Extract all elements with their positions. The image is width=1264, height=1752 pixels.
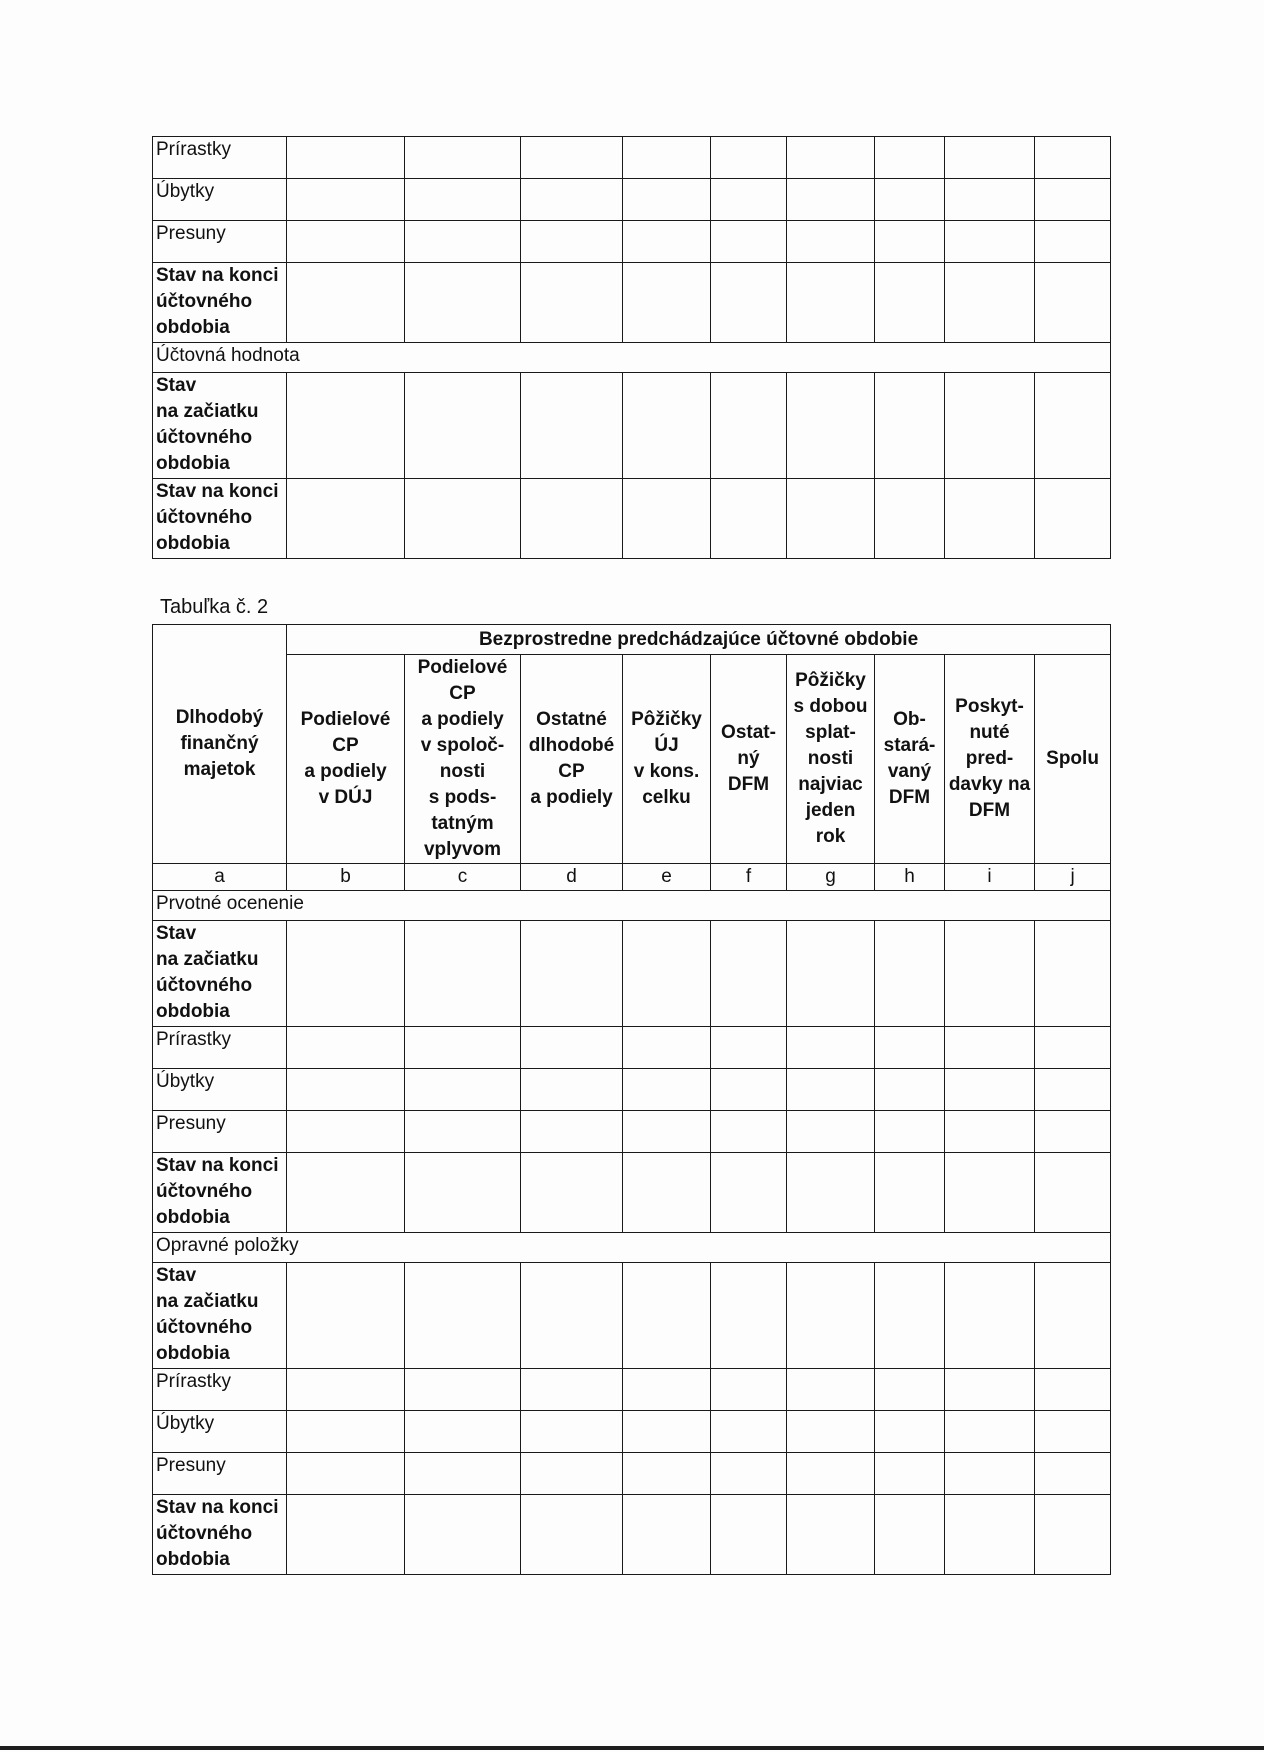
- empty-cell: [405, 179, 521, 221]
- row-label: Stav na začiatku účtovného obdobia: [153, 1263, 287, 1369]
- empty-cell: [787, 1453, 875, 1495]
- empty-cell: [287, 1263, 405, 1369]
- empty-cell: [1035, 221, 1111, 263]
- empty-cell: [287, 1411, 405, 1453]
- table-2: [152, 624, 1111, 1575]
- empty-cell: [521, 1369, 623, 1411]
- column-header: Ostat- ný DFM: [711, 655, 787, 864]
- empty-cell: [287, 1369, 405, 1411]
- empty-cell: [875, 1069, 945, 1111]
- empty-cell: [945, 221, 1035, 263]
- column-header-dfm: Dlhodobý finančný majetok: [153, 625, 287, 864]
- empty-cell: [787, 921, 875, 1027]
- column-letter: i: [945, 864, 1035, 891]
- empty-cell: [711, 263, 787, 343]
- empty-cell: [623, 1411, 711, 1453]
- main-header: Bezprostredne predchádzajúce účtovné obdobie: [287, 625, 1111, 655]
- empty-cell: [521, 179, 623, 221]
- empty-cell: [1035, 1495, 1111, 1575]
- empty-cell: [623, 221, 711, 263]
- empty-cell: [875, 1027, 945, 1069]
- row-label: Úbytky: [153, 179, 287, 221]
- empty-cell: [521, 1111, 623, 1153]
- empty-cell: [1035, 179, 1111, 221]
- empty-cell: [787, 1495, 875, 1575]
- empty-cell: [623, 921, 711, 1027]
- empty-cell: [787, 1027, 875, 1069]
- section-label: Opravné položky: [153, 1233, 1111, 1263]
- column-letter: b: [287, 864, 405, 891]
- column-header: Pôžičky s dobou splat- nosti najviac jeden rok: [787, 655, 875, 864]
- row-label: Prírastky: [153, 137, 287, 179]
- empty-cell: [875, 1263, 945, 1369]
- table-row: [153, 221, 1111, 263]
- empty-cell: [875, 1369, 945, 1411]
- column-header: Podielové CP a podiely v DÚJ: [287, 655, 405, 864]
- empty-cell: [623, 373, 711, 479]
- section-row: [153, 891, 1111, 921]
- row-label: Presuny: [153, 1111, 287, 1153]
- row-label: Stav na konci účtovného obdobia: [153, 1495, 287, 1575]
- empty-cell: [1035, 137, 1111, 179]
- empty-cell: [405, 1027, 521, 1069]
- empty-cell: [405, 1111, 521, 1153]
- empty-cell: [945, 137, 1035, 179]
- empty-cell: [405, 1069, 521, 1111]
- empty-cell: [287, 263, 405, 343]
- empty-cell: [1035, 479, 1111, 559]
- table-row: [153, 373, 1111, 479]
- empty-cell: [521, 1263, 623, 1369]
- empty-cell: [711, 1111, 787, 1153]
- row-label: Prírastky: [153, 1369, 287, 1411]
- empty-cell: [521, 1027, 623, 1069]
- section-row: [153, 343, 1111, 373]
- empty-cell: [787, 1411, 875, 1453]
- empty-cell: [711, 373, 787, 479]
- empty-cell: [623, 1453, 711, 1495]
- column-letter: a: [153, 864, 287, 891]
- empty-cell: [945, 1495, 1035, 1575]
- empty-cell: [875, 221, 945, 263]
- empty-cell: [623, 137, 711, 179]
- empty-cell: [787, 1111, 875, 1153]
- empty-cell: [405, 373, 521, 479]
- empty-cell: [623, 1369, 711, 1411]
- empty-cell: [405, 221, 521, 263]
- empty-cell: [287, 1495, 405, 1575]
- empty-cell: [945, 1027, 1035, 1069]
- empty-cell: [945, 1263, 1035, 1369]
- empty-cell: [711, 1069, 787, 1111]
- empty-cell: [787, 263, 875, 343]
- empty-cell: [405, 1153, 521, 1233]
- empty-cell: [623, 1027, 711, 1069]
- empty-cell: [287, 1027, 405, 1069]
- empty-cell: [1035, 1369, 1111, 1411]
- column-header: Ostatné dlhodobé CP a podiely: [521, 655, 623, 864]
- empty-cell: [1035, 1263, 1111, 1369]
- empty-cell: [875, 137, 945, 179]
- empty-cell: [711, 1263, 787, 1369]
- empty-cell: [521, 1453, 623, 1495]
- row-label: Prírastky: [153, 1027, 287, 1069]
- empty-cell: [623, 1069, 711, 1111]
- empty-cell: [405, 921, 521, 1027]
- table-row: [153, 1453, 1111, 1495]
- empty-cell: [287, 221, 405, 263]
- row-label: Presuny: [153, 221, 287, 263]
- empty-cell: [875, 921, 945, 1027]
- empty-cell: [405, 1453, 521, 1495]
- empty-cell: [623, 179, 711, 221]
- empty-cell: [711, 1453, 787, 1495]
- empty-cell: [405, 479, 521, 559]
- section-label: Prvotné ocenenie: [153, 891, 1111, 921]
- empty-cell: [787, 479, 875, 559]
- empty-cell: [521, 479, 623, 559]
- empty-cell: [287, 1153, 405, 1233]
- column-letter: h: [875, 864, 945, 891]
- empty-cell: [623, 479, 711, 559]
- empty-cell: [287, 373, 405, 479]
- table-row: [153, 1411, 1111, 1453]
- empty-cell: [405, 1263, 521, 1369]
- empty-cell: [521, 1069, 623, 1111]
- row-label: Stav na začiatku účtovného obdobia: [153, 921, 287, 1027]
- empty-cell: [945, 179, 1035, 221]
- table-row: [153, 1027, 1111, 1069]
- page-bottom-edge: [0, 1746, 1264, 1750]
- table-1: [152, 136, 1111, 559]
- empty-cell: [521, 263, 623, 343]
- empty-cell: [1035, 1453, 1111, 1495]
- table-row: [153, 179, 1111, 221]
- table-row: [153, 479, 1111, 559]
- empty-cell: [945, 1069, 1035, 1111]
- column-header: Ob- stará- vaný DFM: [875, 655, 945, 864]
- empty-cell: [945, 1453, 1035, 1495]
- empty-cell: [711, 479, 787, 559]
- empty-cell: [405, 263, 521, 343]
- column-header: Poskyt- nuté pred- davky na DFM: [945, 655, 1035, 864]
- empty-cell: [945, 1369, 1035, 1411]
- empty-cell: [521, 1153, 623, 1233]
- empty-cell: [945, 479, 1035, 559]
- empty-cell: [945, 1411, 1035, 1453]
- empty-cell: [623, 1111, 711, 1153]
- row-label: Stav na konci účtovného obdobia: [153, 263, 287, 343]
- empty-cell: [1035, 373, 1111, 479]
- column-header: Pôžičky ÚJ v kons. celku: [623, 655, 711, 864]
- table-row: [153, 1153, 1111, 1233]
- empty-cell: [623, 1263, 711, 1369]
- empty-cell: [287, 137, 405, 179]
- empty-cell: [1035, 1111, 1111, 1153]
- section-label: Účtovná hodnota: [153, 343, 1111, 373]
- empty-cell: [945, 921, 1035, 1027]
- empty-cell: [875, 263, 945, 343]
- row-label: Presuny: [153, 1453, 287, 1495]
- column-letter: j: [1035, 864, 1111, 891]
- section-row: [153, 1233, 1111, 1263]
- empty-cell: [875, 1495, 945, 1575]
- column-letter: e: [623, 864, 711, 891]
- empty-cell: [521, 373, 623, 479]
- empty-cell: [1035, 1153, 1111, 1233]
- table-row: [153, 1263, 1111, 1369]
- empty-cell: [875, 1453, 945, 1495]
- empty-cell: [405, 137, 521, 179]
- empty-cell: [287, 1453, 405, 1495]
- empty-cell: [875, 1111, 945, 1153]
- empty-cell: [711, 1495, 787, 1575]
- table-row: [153, 1369, 1111, 1411]
- empty-cell: [521, 137, 623, 179]
- empty-cell: [711, 137, 787, 179]
- empty-cell: [711, 921, 787, 1027]
- row-label: Úbytky: [153, 1411, 287, 1453]
- column-letter: d: [521, 864, 623, 891]
- empty-cell: [945, 263, 1035, 343]
- empty-cell: [787, 1069, 875, 1111]
- empty-cell: [945, 373, 1035, 479]
- empty-cell: [1035, 1027, 1111, 1069]
- row-label: Stav na konci účtovného obdobia: [153, 1153, 287, 1233]
- table-row: [153, 1069, 1111, 1111]
- empty-cell: [711, 221, 787, 263]
- empty-cell: [287, 1069, 405, 1111]
- empty-cell: [405, 1495, 521, 1575]
- empty-cell: [787, 137, 875, 179]
- table-row: [153, 137, 1111, 179]
- table-caption: Tabuľka č. 2: [160, 596, 269, 618]
- column-letter: f: [711, 864, 787, 891]
- empty-cell: [875, 479, 945, 559]
- empty-cell: [945, 1111, 1035, 1153]
- table-row: [153, 263, 1111, 343]
- empty-cell: [521, 221, 623, 263]
- empty-cell: [405, 1369, 521, 1411]
- empty-cell: [787, 1263, 875, 1369]
- row-label: Úbytky: [153, 1069, 287, 1111]
- empty-cell: [521, 921, 623, 1027]
- table-row: [153, 1111, 1111, 1153]
- empty-cell: [287, 179, 405, 221]
- empty-cell: [711, 1369, 787, 1411]
- empty-cell: [711, 1153, 787, 1233]
- empty-cell: [875, 1153, 945, 1233]
- empty-cell: [711, 179, 787, 221]
- empty-cell: [787, 373, 875, 479]
- column-letter: g: [787, 864, 875, 891]
- empty-cell: [711, 1027, 787, 1069]
- empty-cell: [875, 373, 945, 479]
- empty-cell: [787, 221, 875, 263]
- row-label: Stav na konci účtovného obdobia: [153, 479, 287, 559]
- empty-cell: [521, 1411, 623, 1453]
- empty-cell: [787, 1369, 875, 1411]
- empty-cell: [875, 179, 945, 221]
- row-label: Stav na začiatku účtovného obdobia: [153, 373, 287, 479]
- table-row: [153, 1495, 1111, 1575]
- empty-cell: [1035, 921, 1111, 1027]
- empty-cell: [787, 1153, 875, 1233]
- column-header: Podielové CP a podiely v spoloč- nosti s pods- tatným vplyvom: [405, 655, 521, 864]
- empty-cell: [1035, 1069, 1111, 1111]
- empty-cell: [287, 921, 405, 1027]
- empty-cell: [287, 479, 405, 559]
- empty-cell: [287, 1111, 405, 1153]
- empty-cell: [623, 1153, 711, 1233]
- table-row: [153, 921, 1111, 1027]
- empty-cell: [1035, 1411, 1111, 1453]
- empty-cell: [875, 1411, 945, 1453]
- empty-cell: [1035, 263, 1111, 343]
- column-letter: c: [405, 864, 521, 891]
- empty-cell: [711, 1411, 787, 1453]
- empty-cell: [945, 1153, 1035, 1233]
- empty-cell: [405, 1411, 521, 1453]
- empty-cell: [521, 1495, 623, 1575]
- empty-cell: [623, 263, 711, 343]
- empty-cell: [623, 1495, 711, 1575]
- column-header: Spolu: [1035, 655, 1111, 864]
- empty-cell: [787, 179, 875, 221]
